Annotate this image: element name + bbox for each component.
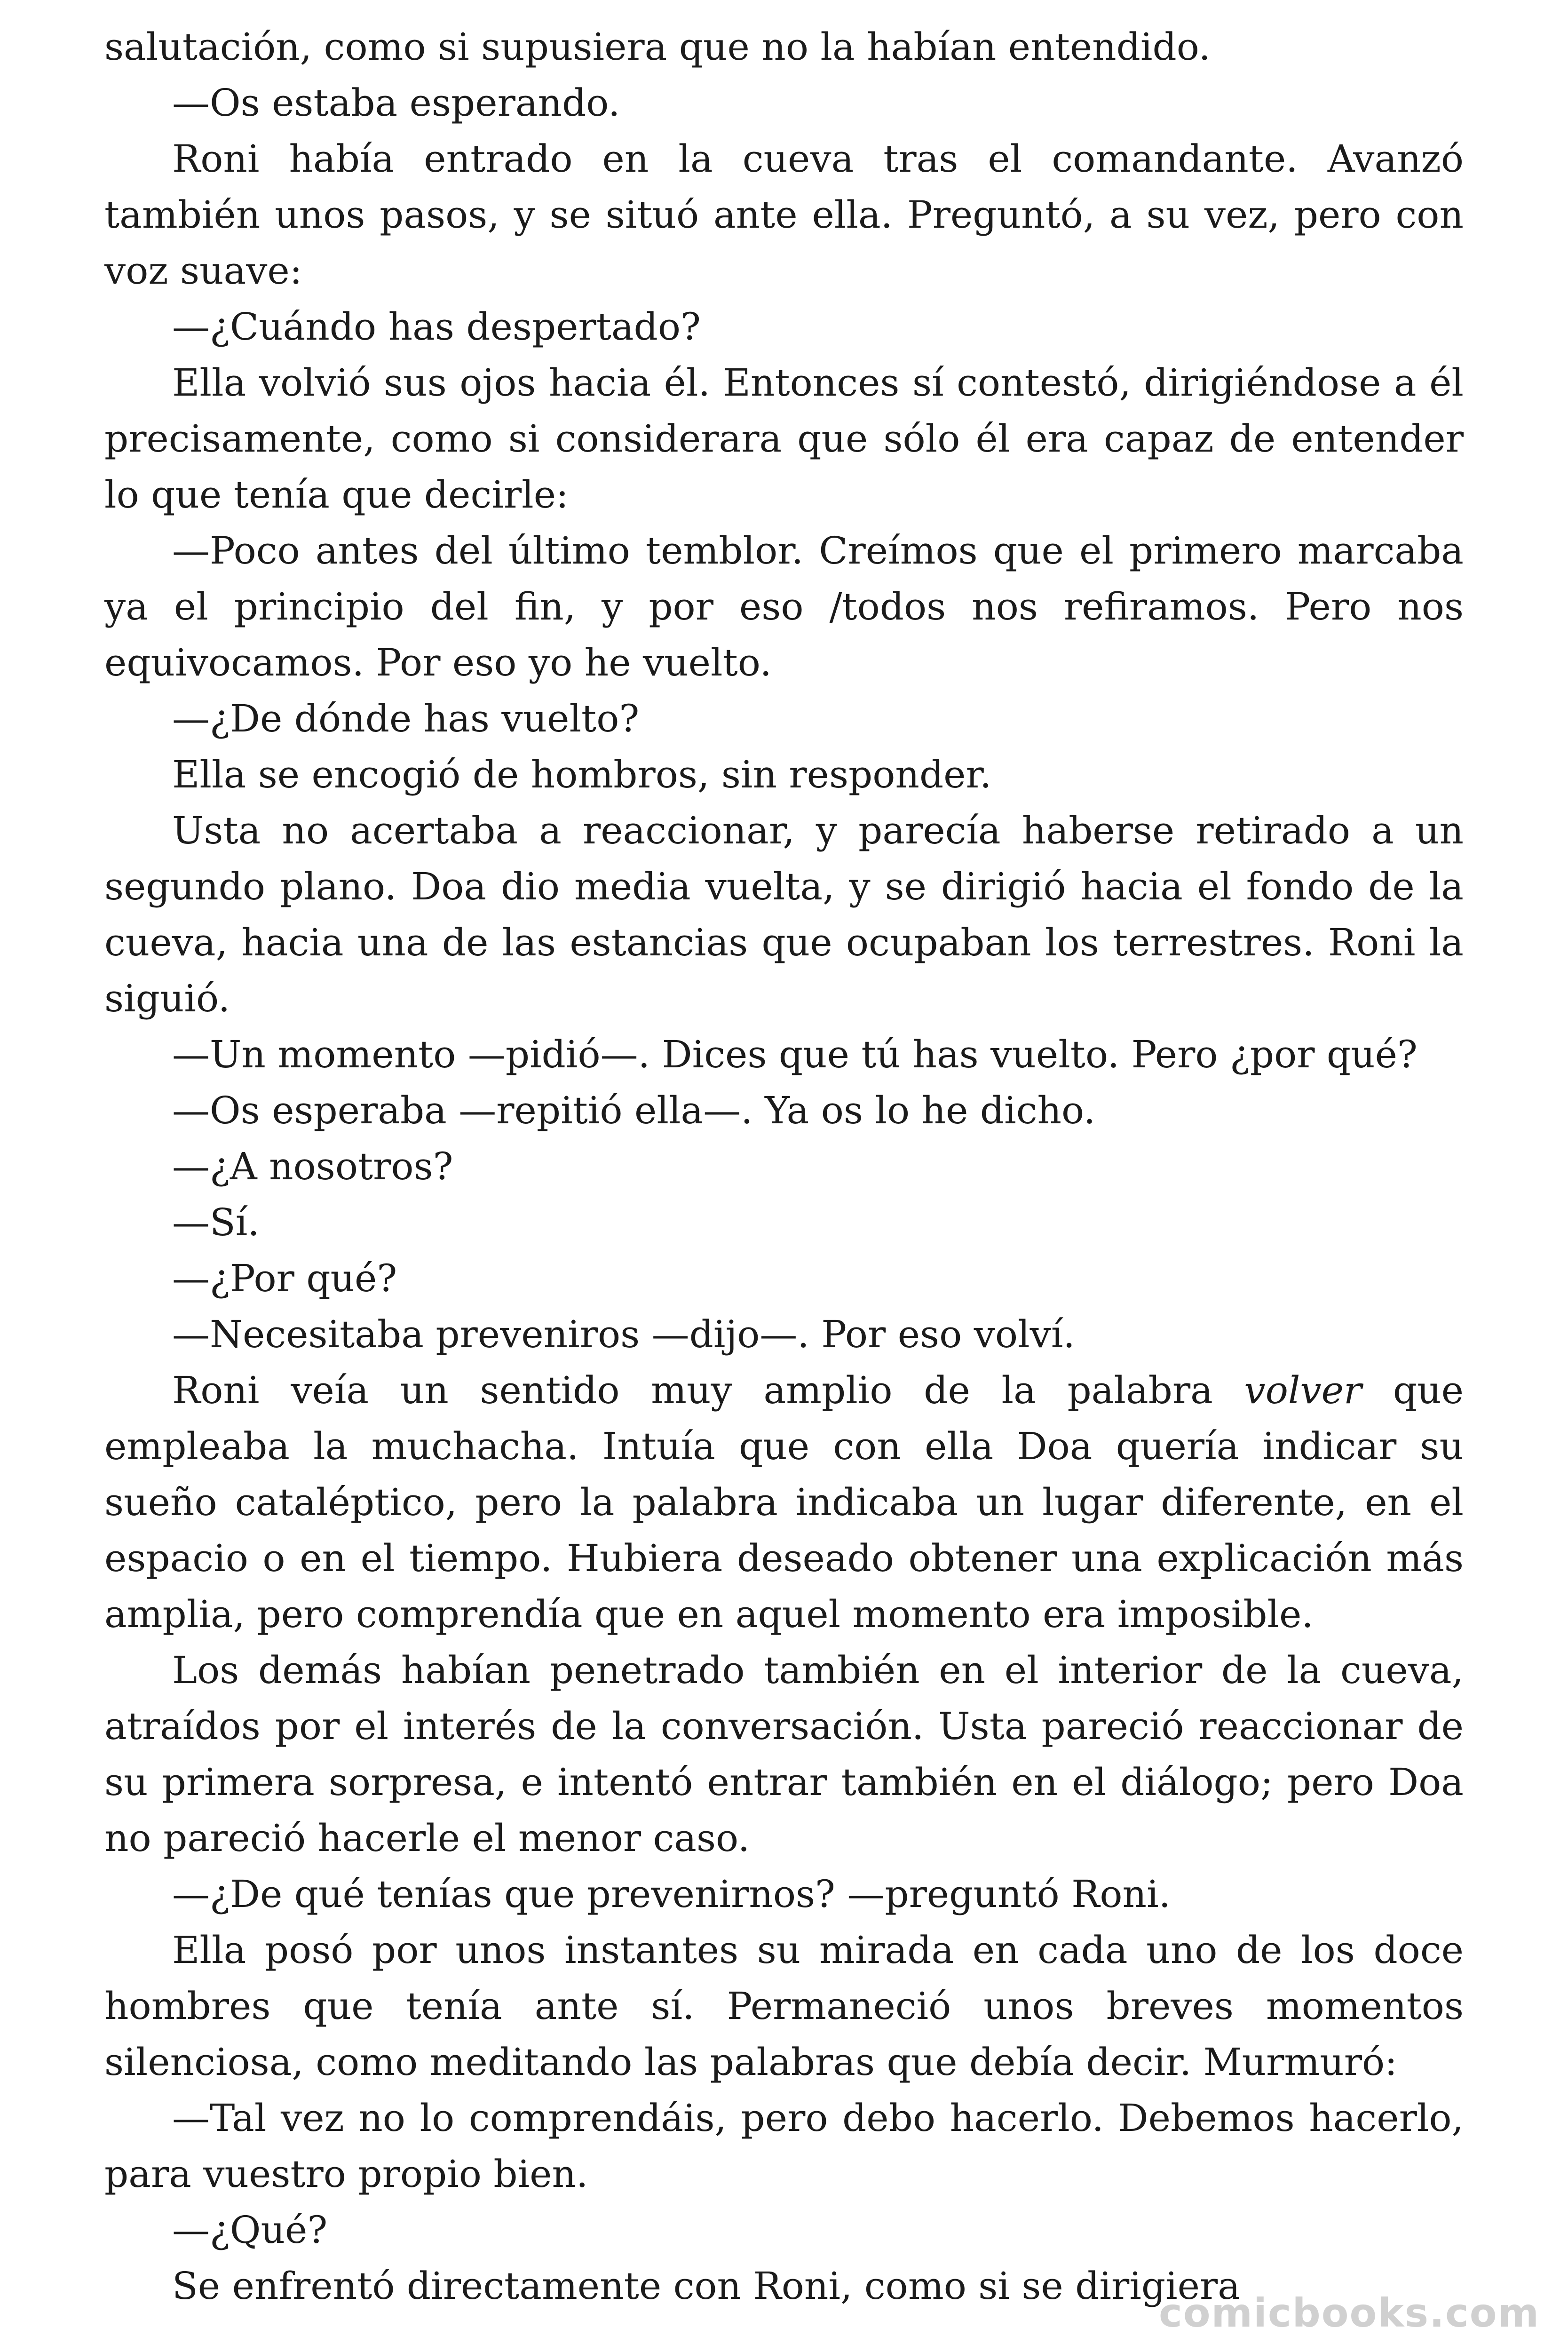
- paragraph: Los demás habían penetrado también en el interior de la cueva, atraídos por el interés de la conversación. Usta pareció reaccionar de su primera sorpresa, e intentó entrar también en el diálogo; pero Doa no pareció hacerle el menor caso.: [104, 1648, 1464, 1860]
- paragraph: Roni había entrado en la cueva tras el comandante. Avanzó también unos pasos, y se situó ante ella. Preguntó, a su vez, pero con voz suave:: [104, 137, 1464, 293]
- paragraph-text: Roni veía un sentido muy amplio de la palabra: [172, 1368, 1244, 1412]
- paragraph: Se enfrentó directamente con Roni, como si se dirigiera: [172, 2264, 1240, 2308]
- paragraph: —¿A nosotros?: [172, 1144, 453, 1188]
- paragraph: —¿Por qué?: [172, 1256, 397, 1300]
- paragraph: —Os estaba esperando.: [172, 81, 620, 125]
- paragraph: —Poco antes del último temblor. Creímos que el primero marcaba ya el principio del fin, y por eso /todos nos refiramos. Pero nos equivocamos. Por eso yo he vuelto.: [104, 529, 1464, 684]
- paragraph: Ella se encogió de hombros, sin responder.: [172, 753, 992, 796]
- paragraph: —¿Cuándo has despertado?: [172, 305, 701, 349]
- book-page: [104, 19, 1464, 2314]
- paragraph: Usta no acertaba a reaccionar, y parecía haberse retirado a un segundo plano. Doa dio media vuelta, y se dirigió hacia el fondo de la cueva, hacia una de las estancias que ocupaban los terrestres. Roni la siguió.: [104, 809, 1464, 1020]
- paragraph: —Necesitaba preveniros —dijo—. Por eso volví.: [172, 1312, 1075, 1356]
- italic-word: volver: [1244, 1368, 1362, 1412]
- paragraph: —Tal vez no lo comprendáis, pero debo hacerlo. Debemos hacerlo, para vuestro propio bien.: [104, 2096, 1464, 2196]
- paragraph: [104, 1362, 1464, 1642]
- paragraph: —Os esperaba —repitió ella—. Ya os lo he dicho.: [172, 1089, 1096, 1132]
- paragraph: salutación, como si supusiera que no la habían entendido.: [104, 25, 1211, 69]
- watermark: comicbooks.com: [1159, 2290, 1540, 2336]
- paragraph: —¿De qué tenías que prevenirnos? —preguntó Roni.: [172, 1872, 1171, 1916]
- paragraph: —¿De dónde has vuelto?: [172, 697, 640, 740]
- paragraph: Ella posó por unos instantes su mirada en cada uno de los doce hombres que tenía ante sí. Permaneció unos breves momentos silenciosa, como meditando las palabras que debía decir. Murmuró:: [104, 1928, 1464, 2084]
- paragraph: —Un momento —pidió—. Dices que tú has vuelto. Pero ¿por qué?: [172, 1033, 1418, 1076]
- paragraph: —¿Qué?: [172, 2208, 328, 2252]
- paragraph-text: que empleaba la muchacha. Intuía que con ella Doa quería indicar su sueño cataléptico, pero la palabra indicaba un lugar diferente, en el espacio o en el tiempo. Hubiera deseado obtener una explicación más amplia, pero comprendía que en aquel momento era imposible.: [104, 1368, 1464, 1636]
- paragraph: Ella volvió sus ojos hacia él. Entonces sí contestó, dirigiéndose a él precisamente, como si considerara que sólo él era capaz de entender lo que tenía que decirle:: [104, 361, 1464, 516]
- paragraph: —Sí.: [172, 1200, 260, 1244]
